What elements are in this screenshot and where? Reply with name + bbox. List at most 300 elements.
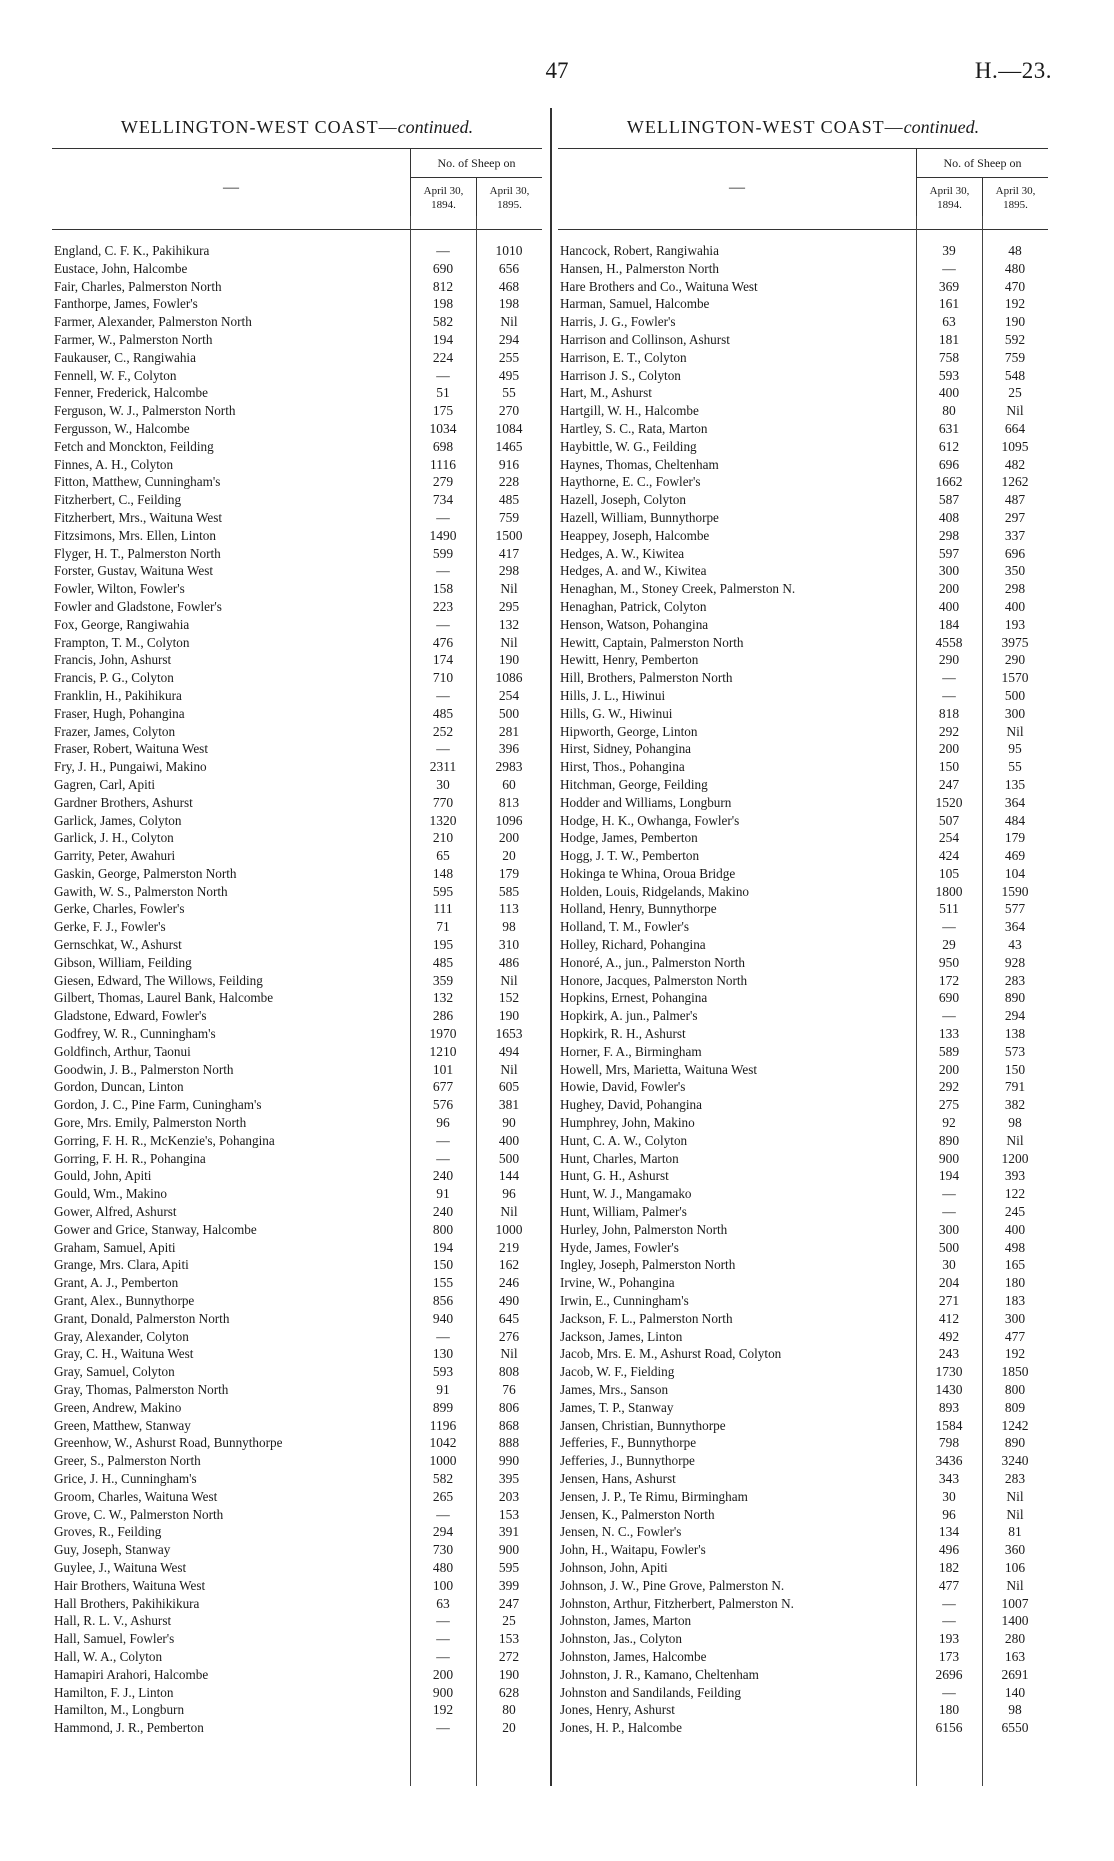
sheep-count-1894: 631 [938,420,960,436]
sheep-count-1894: 100 [432,1577,454,1593]
sheep-count-1894: 252 [432,723,454,739]
owner-name: Gladstone, Edward, Fowler's [54,1008,207,1024]
sheep-count-1895: 498 [1004,1239,1026,1255]
sheep-count-1894: 134 [938,1524,960,1540]
table-row [52,1274,542,1292]
owner-name: Honore, Jacques, Palmerston North [560,972,748,988]
sheep-count-1894: 696 [938,456,960,472]
sheep-count-1894: 593 [938,367,960,383]
table-row [558,1150,1048,1168]
table-row [52,900,542,918]
left-heading-main: WELLINGTON-WEST COAST— [120,117,398,137]
sheep-count-1894: 148 [432,865,454,881]
sheep-count-1894: 690 [432,260,454,276]
owner-name: Fry, J. H., Pungaiwi, Makino [54,759,207,775]
table-row [558,1025,1048,1043]
table-row [52,1488,542,1506]
owner-name: Jensen, N. C., Fowler's [560,1524,682,1540]
sheep-count-1895: 281 [498,723,520,739]
owner-name: Henaghan, Patrick, Colyton [560,598,707,614]
table-row [558,598,1048,616]
owner-name: Hodge, James, Pemberton [560,830,698,846]
owner-name: Hewitt, Henry, Pemberton [560,652,699,668]
sheep-count-1895: 90 [502,1115,516,1131]
sheep-count-1894: 292 [938,1079,960,1095]
sheep-count-1894: 133 [938,1026,960,1042]
owner-name: Hall, W. A., Colyton [54,1648,163,1664]
sheep-count-1894: 1116 [430,456,456,472]
sheep-count-1895: 81 [1008,1524,1022,1540]
sheep-count-1894: 477 [938,1577,960,1593]
sheep-count-1895: 96 [502,1186,516,1202]
right-header-date-1894: April 30, 1894. [916,178,982,229]
table-row [558,883,1048,901]
table-row [558,812,1048,830]
sheep-count-1894: 758 [938,349,960,365]
left-table-body [52,242,542,1737]
sheep-count-1894: 300 [938,1221,960,1237]
table-row [52,794,542,812]
sheep-count-1894: 485 [432,954,454,970]
sheep-count-1894: — [436,1613,450,1629]
table-row [558,580,1048,598]
sheep-count-1895: 104 [1004,865,1026,881]
table-row [52,598,542,616]
sheep-count-1895: 382 [1004,1097,1026,1113]
sheep-count-1894: 492 [938,1328,960,1344]
sheep-count-1895: 800 [1004,1382,1026,1397]
owner-name: Grange, Mrs. Clara, Apiti [54,1257,189,1273]
owner-name: Hewitt, Captain, Palmerston North [560,634,744,650]
table-row [558,1185,1048,1203]
table-row [52,829,542,847]
owner-name: Haybittle, W. G., Feilding [560,438,697,454]
table-row [558,1541,1048,1559]
owner-name: Hurley, John, Palmerston North [560,1221,728,1237]
owner-name: Finnes, A. H., Colyton [54,456,174,472]
table-row [52,936,542,954]
sheep-count-1895: 573 [1004,1043,1026,1059]
owner-name: Harman, Samuel, Halcombe [560,296,710,312]
sheep-count-1894: 96 [436,1115,450,1131]
table-row [52,1292,542,1310]
sheep-count-1894: 63 [436,1595,450,1611]
sheep-count-1894: 710 [432,670,454,686]
sheep-count-1894: 2311 [429,759,457,775]
table-row [558,1256,1048,1274]
owner-name: Fraser, Robert, Waituna West [54,741,208,757]
sheep-count-1894: 2696 [935,1666,963,1682]
table-row [558,989,1048,1007]
sheep-count-1894: 96 [942,1506,956,1522]
sheep-count-1894: 30 [436,776,450,792]
sheep-count-1894: 1034 [429,420,457,436]
owner-name: Holland, Henry, Bunnythorpe [560,901,717,917]
table-row [558,1043,1048,1061]
owner-name: Green, Matthew, Stanway [54,1417,191,1433]
owner-name: Hopkins, Ernest, Pohangina [560,990,708,1006]
table-row [558,473,1048,491]
sheep-count-1894: 39 [942,243,956,258]
sheep-count-1895: 20 [502,1720,516,1736]
owner-name: Fraser, Hugh, Pohangina [54,705,185,721]
sheep-count-1895: 696 [1004,545,1026,561]
table-row [558,669,1048,687]
left-header-sheep: No. of Sheep on [410,149,542,178]
sheep-count-1895: 276 [498,1328,520,1344]
owner-name: Hamilton, F. J., Linton [54,1684,174,1700]
table-row [52,812,542,830]
owner-name: Frazer, James, Colyton [54,723,176,739]
sheep-count-1894: 408 [938,509,960,525]
table-row [52,1185,542,1203]
owner-name: Fenner, Frederick, Halcombe [54,385,208,401]
table-row [558,1167,1048,1185]
table-row [52,527,542,545]
sheep-count-1895: Nil [500,972,518,988]
sheep-count-1894: — [942,687,956,703]
owner-name: Gray, C. H., Waituna West [54,1346,194,1362]
sheep-count-1894: 224 [432,349,454,365]
owner-name: Johnson, J. W., Pine Grove, Palmerston N. [560,1577,785,1593]
owner-name: Fitton, Matthew, Cunningham's [54,474,221,490]
owner-name: Humphrey, John, Makino [560,1115,695,1131]
owner-name: Jefferies, J., Bunnythorpe [560,1453,695,1469]
table-row [558,1452,1048,1470]
sheep-count-1894: — [436,1631,450,1647]
sheep-count-1895: 577 [1004,901,1026,917]
sheep-count-1894: 690 [938,990,960,1006]
right-column [558,114,1048,1737]
sheep-count-1894: 369 [938,278,960,294]
sheep-count-1895: 43 [1008,937,1022,953]
table-row [558,1274,1048,1292]
sheep-count-1895: 162 [498,1257,520,1273]
sheep-count-1894: 200 [938,741,960,757]
owner-name: Jacob, W. F., Fielding [560,1364,675,1380]
table-row [52,1381,542,1399]
owner-name: Gorring, F. H. R., McKenzie's, Pohangina [54,1132,275,1148]
sheep-count-1894: — [942,1684,956,1700]
owner-name: Franklin, H., Pakihikura [54,687,182,703]
table-row [52,1630,542,1648]
owner-name: Harrison, E. T., Colyton [560,349,687,365]
owner-name: Grant, A. J., Pemberton [54,1275,179,1291]
table-row [558,936,1048,954]
sheep-count-1895: 1590 [1001,883,1029,899]
table-row [558,1506,1048,1524]
sheep-count-1895: 337 [1004,527,1026,543]
sheep-count-1894: 181 [938,331,960,347]
owner-name: Gould, Wm., Makino [54,1186,167,1202]
table-row [558,1239,1048,1257]
table-row [52,918,542,936]
sheep-count-1894: 158 [432,581,454,597]
table-row [52,1167,542,1185]
sheep-count-1894: — [436,1150,450,1166]
sheep-count-1894: 698 [432,438,454,454]
sheep-count-1895: 1400 [1001,1613,1029,1629]
sheep-count-1895: 1850 [1001,1364,1029,1380]
table-row [52,1025,542,1043]
sheep-count-1895: 294 [498,331,520,347]
owner-name: Johnston and Sandilands, Feilding [560,1684,741,1700]
table-row [52,349,542,367]
sheep-count-1894: 812 [432,278,454,294]
owner-name: Farmer, Alexander, Palmerston North [54,314,252,330]
sheep-count-1895: 106 [1004,1559,1026,1575]
sheep-count-1895: 1465 [495,438,523,454]
sheep-count-1894: 424 [938,848,960,864]
table-row [558,438,1048,456]
owner-name: Gower and Grice, Stanway, Halcombe [54,1221,257,1237]
sheep-count-1894: 485 [432,705,454,721]
table-row [558,829,1048,847]
table-row [558,402,1048,420]
owner-name: Goodwin, J. B., Palmerston North [54,1061,234,1077]
table-row [52,1221,542,1239]
table-row [52,313,542,331]
sheep-count-1895: 122 [1004,1186,1026,1202]
sheep-count-1895: 270 [498,403,520,419]
table-row [52,1132,542,1150]
table-row [558,1114,1048,1132]
sheep-count-1895: 219 [498,1239,520,1255]
sheep-count-1894: — [436,243,450,258]
owner-name: Gagren, Carl, Apiti [54,776,156,792]
sheep-count-1894: — [942,670,956,686]
sheep-count-1895: 55 [1008,759,1022,775]
owner-name: Fair, Charles, Palmerston North [54,278,222,294]
right-header-date-1895: April 30, 1895. [982,178,1048,229]
sheep-count-1895: 132 [498,616,520,632]
table-row [558,1203,1048,1221]
owner-name: Hirst, Thos., Pohangina [560,759,685,775]
sheep-count-1895: 280 [1004,1631,1026,1647]
sheep-count-1894: 254 [938,830,960,846]
sheep-count-1895: 190 [498,1008,520,1024]
sheep-count-1895: 98 [1008,1702,1022,1718]
table-row [52,989,542,1007]
owner-name: Hartgill, W. H., Halcombe [560,403,699,419]
sheep-count-1894: 182 [938,1559,960,1575]
sheep-count-1895: 3975 [1001,634,1029,650]
sheep-count-1894: 161 [938,296,960,312]
table-row [558,1328,1048,1346]
table-row [558,776,1048,794]
sheep-count-1895: 203 [498,1488,520,1504]
table-row [558,562,1048,580]
sheep-count-1895: 350 [1004,563,1026,579]
table-row [52,1239,542,1257]
table-row [52,1310,542,1328]
owner-name: Gilbert, Thomas, Laurel Bank, Halcombe [54,990,274,1006]
sheep-count-1895: Nil [1006,1132,1024,1148]
table-row [558,1417,1048,1435]
owner-name: Hansen, H., Palmerston North [560,260,719,276]
owner-name: Gerke, F. J., Fowler's [54,919,166,935]
owner-name: Francis, P. G., Colyton [54,670,174,686]
sheep-count-1894: 92 [942,1115,956,1131]
owner-name: Gore, Mrs. Emily, Palmerston North [54,1115,247,1131]
sheep-count-1894: 172 [938,972,960,988]
owner-name: England, C. F. K., Pakihikura [54,243,210,258]
sheep-count-1894: — [436,741,450,757]
sheep-count-1894: — [436,1720,450,1736]
sheep-count-1895: 759 [1004,349,1026,365]
sheep-count-1894: 595 [432,883,454,899]
owner-name: Henaghan, M., Stoney Creek, Palmerston N. [560,581,796,597]
sheep-count-1894: 1662 [935,474,963,490]
sheep-count-1894: — [942,919,956,935]
sheep-count-1895: 495 [498,367,520,383]
sheep-count-1895: 628 [498,1684,520,1700]
table-row [52,1452,542,1470]
sheep-count-1895: 928 [1004,954,1026,970]
sheep-count-1894: 400 [938,598,960,614]
sheep-count-1895: 500 [498,705,520,721]
sheep-count-1894: 818 [938,705,960,721]
sheep-count-1895: 791 [1004,1079,1026,1095]
sheep-count-1894: 271 [938,1293,960,1309]
sheep-count-1895: 295 [498,598,520,614]
sheep-count-1895: 1500 [495,527,523,543]
owner-name: Hokinga te Whina, Oroua Bridge [560,865,736,881]
sheep-count-1895: 3240 [1001,1453,1029,1469]
table-row [558,1399,1048,1417]
sheep-count-1894: 1196 [429,1417,457,1433]
sheep-count-1894: 677 [432,1079,454,1095]
owner-name: Jones, H. P., Halcombe [560,1720,682,1736]
table-row [558,723,1048,741]
sheep-count-1895: Nil [1006,723,1024,739]
table-row [558,1559,1048,1577]
table-row [558,313,1048,331]
table-row [52,1114,542,1132]
table-row [558,651,1048,669]
sheep-count-1895: 6550 [1001,1720,1029,1736]
sheep-count-1895: 153 [498,1631,520,1647]
sheep-count-1895: 179 [498,865,520,881]
table-row [52,1506,542,1524]
table-row [52,1434,542,1452]
sheep-count-1895: 890 [1004,990,1026,1006]
table-row [558,1684,1048,1702]
table-row [52,1719,542,1737]
table-row [52,687,542,705]
owner-name: Hogg, J. T. W., Pemberton [560,848,700,864]
table-row [558,1345,1048,1363]
sheep-count-1894: 1584 [935,1417,963,1433]
sheep-count-1895: 468 [498,278,520,294]
sheep-count-1894: 30 [942,1488,956,1504]
owner-name: Gorring, F. H. R., Pohangina [54,1150,206,1166]
owner-name: Farmer, W., Palmerston North [54,331,213,347]
sheep-count-1895: 1086 [495,670,523,686]
sheep-count-1895: 400 [498,1132,520,1148]
owner-name: Hills, G. W., Hiwinui [560,705,673,721]
table-row [558,1577,1048,1595]
table-row [558,1523,1048,1541]
sheep-count-1895: 55 [502,385,516,401]
sheep-count-1895: 183 [1004,1293,1026,1309]
sheep-count-1894: 150 [938,759,960,775]
sheep-count-1895: 165 [1004,1257,1026,1273]
page-number: 47 [545,58,569,83]
sheep-count-1894: — [436,687,450,703]
sheep-count-1895: 888 [498,1435,520,1451]
table-row [558,900,1048,918]
sheep-count-1894: 476 [432,634,454,650]
owner-name: Hall, R. L. V., Ashurst [54,1613,172,1629]
sheep-count-1895: 297 [1004,509,1026,525]
sheep-count-1894: 292 [938,723,960,739]
sheep-count-1894: 593 [432,1364,454,1380]
owner-name: Hedges, A. W., Kiwitea [560,545,685,561]
table-row [52,545,542,563]
sheep-count-1894: 900 [432,1684,454,1700]
sheep-count-1894: 150 [432,1257,454,1273]
owner-name: Hair Brothers, Waituna West [54,1577,206,1593]
table-row [52,1043,542,1061]
owner-name: Hunt, C. A. W., Colyton [560,1132,688,1148]
table-row [558,545,1048,563]
table-row [558,865,1048,883]
owner-name: Fennell, W. F., Colyton [54,367,177,383]
right-header-name-dash: — [729,179,745,196]
owner-name: Hall Brothers, Pakihikikura [54,1595,200,1611]
sheep-count-1895: 283 [1004,972,1026,988]
owner-name: Horner, F. A., Birmingham [560,1043,702,1059]
owner-name: Gordon, Duncan, Linton [54,1079,184,1095]
sheep-count-1895: 2691 [1001,1666,1029,1682]
table-row [558,972,1048,990]
owner-name: Gray, Samuel, Colyton [54,1364,175,1380]
owner-name: Grice, J. H., Cunningham's [54,1470,197,1486]
sheep-count-1894: 899 [432,1399,454,1415]
table-row [558,1648,1048,1666]
owner-name: Forster, Gustav, Waituna West [54,563,213,579]
owner-name: Irvine, W., Pohangina [560,1275,675,1291]
table-row [52,616,542,634]
sheep-count-1895: 2983 [495,759,523,775]
owner-name: Garlick, J. H., Colyton [54,830,174,846]
table-row [52,883,542,901]
sheep-count-1894: 496 [938,1542,960,1558]
owner-name: Giesen, Edward, The Willows, Feilding [54,972,263,988]
table-row [558,260,1048,278]
sheep-count-1895: 477 [1004,1328,1026,1344]
sheep-count-1895: 255 [498,349,520,365]
sheep-count-1895: 595 [498,1559,520,1575]
sheep-count-1895: 300 [1004,705,1026,721]
table-row [558,1221,1048,1239]
sheep-count-1895: Nil [1006,1577,1024,1593]
table-row [52,438,542,456]
owner-name: Gower, Alfred, Ashurst [54,1204,177,1220]
sheep-count-1894: — [436,1132,450,1148]
owner-name: Jefferies, F., Bunnythorpe [560,1435,697,1451]
owner-name: Holley, Richard, Pohangina [560,937,706,953]
sheep-count-1895: 482 [1004,456,1026,472]
table-row [558,1007,1048,1025]
sheep-count-1895: 1262 [1001,474,1029,490]
sheep-count-1894: 300 [938,563,960,579]
right-table-body [558,242,1048,1737]
sheep-count-1894: — [942,1595,956,1611]
table-row [558,491,1048,509]
table-row [52,260,542,278]
